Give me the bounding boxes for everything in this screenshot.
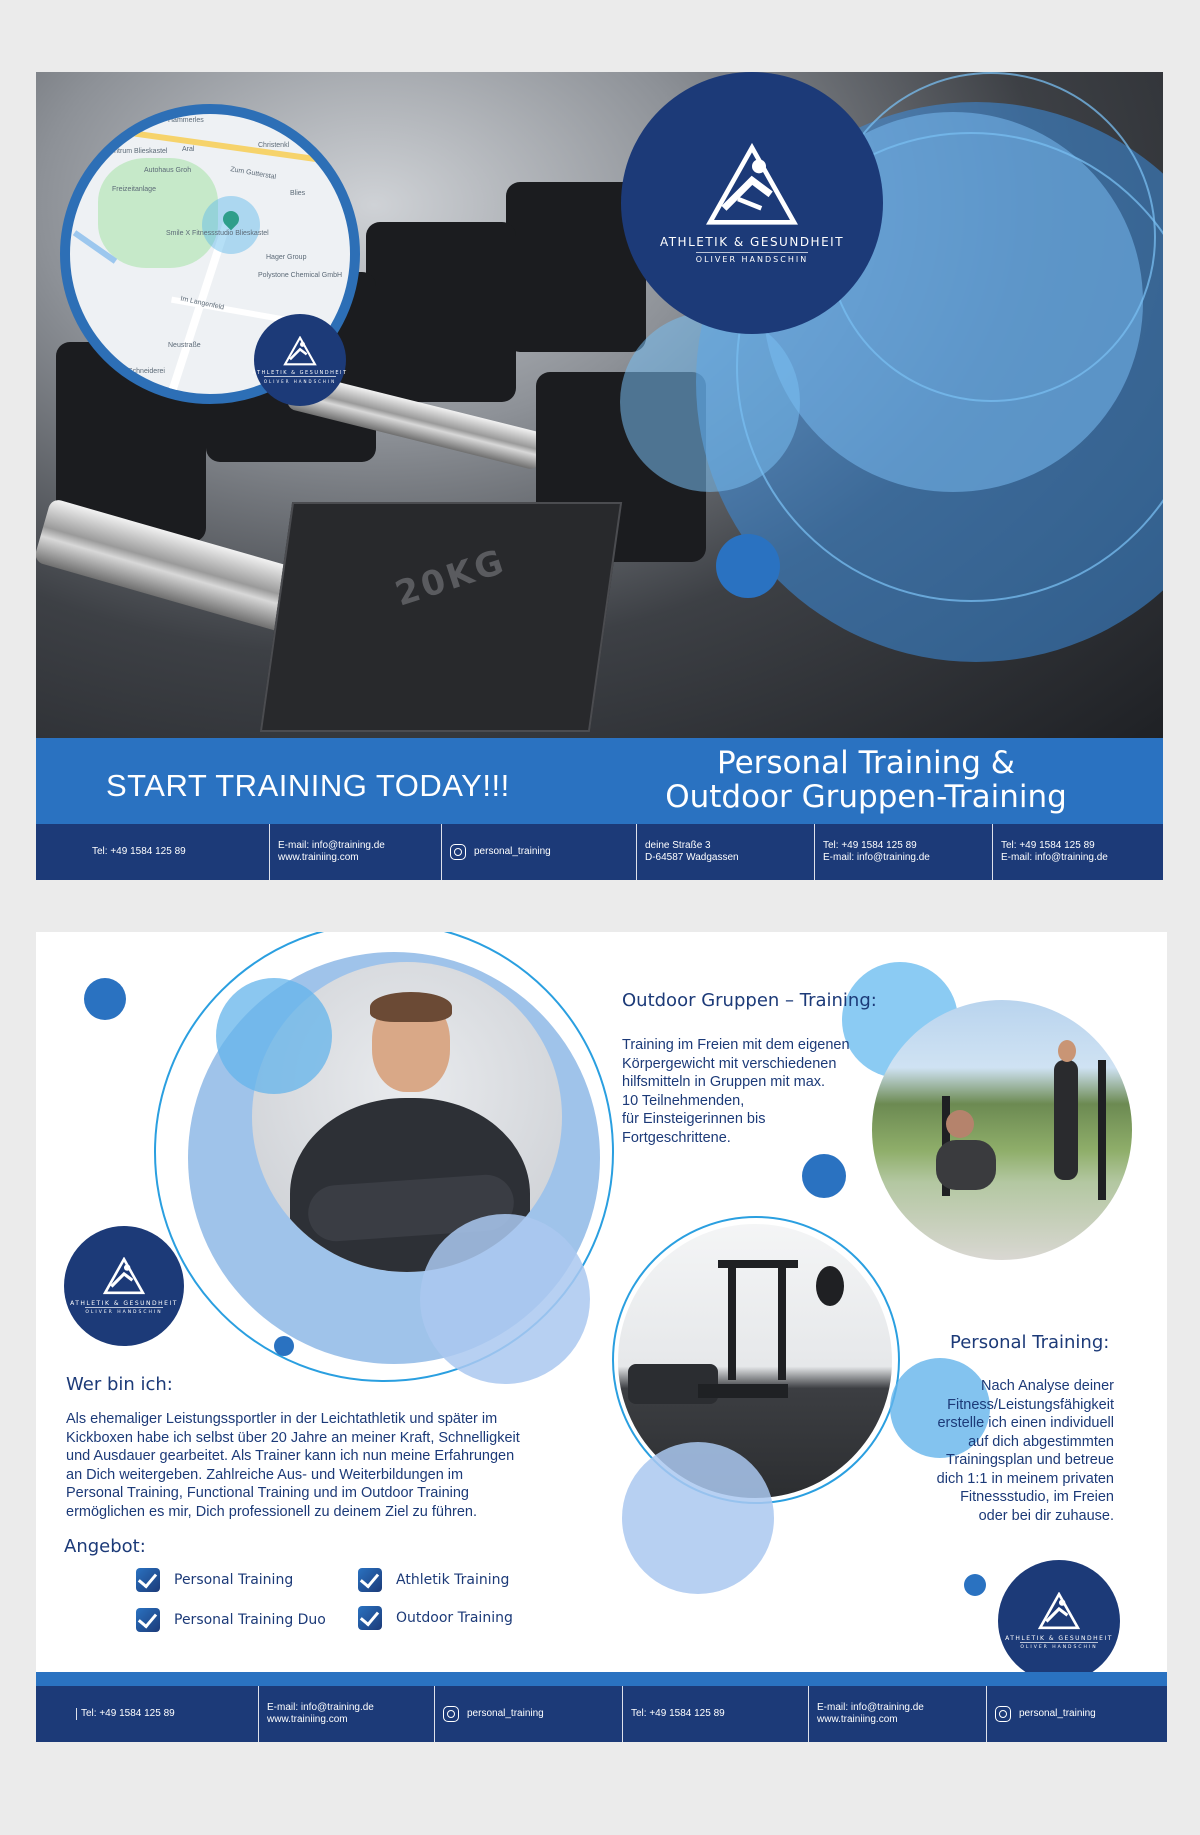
instagram-handle: personal_training: [467, 1708, 544, 1719]
logo-title: ATHLETIK & GESUNDHEIT: [659, 234, 845, 249]
footer-contact[interactable]: [992, 824, 1163, 880]
map-label: Blies: [290, 190, 306, 197]
logo-subtitle: OLIVER HANDSCHIN: [264, 376, 336, 384]
footer-phone[interactable]: [36, 824, 269, 880]
offer-item: [136, 1568, 293, 1592]
outdoor-training-text: Training im Freien mit dem eigenen Körpergewicht mit verschiedenen hilfsmitteln in Gruppen mit max. 10 Teilnehmenden, für Einsteigerinnen bis Fortgeschrittene.: [622, 1037, 850, 1146]
decor-bubble: [216, 978, 332, 1094]
map-label: Im Langenfeld: [179, 295, 225, 312]
instagram-handle: personal_training: [474, 846, 551, 857]
athlete-triangle-icon: [704, 143, 800, 227]
offer-item: [136, 1608, 326, 1632]
athlete-triangle-icon: [283, 336, 317, 366]
offer-label: Athletik Training: [396, 1572, 510, 1588]
address-street: deine Straße 3: [645, 840, 711, 851]
footer-instagram[interactable]: [986, 1686, 1167, 1742]
logo-title: ATHLETIK & GESUNDHEIT: [70, 1300, 178, 1307]
post: [1098, 1060, 1106, 1200]
map-label: Hammerles: [168, 117, 204, 124]
rack-post: [778, 1260, 786, 1380]
map-label: Aral: [182, 146, 195, 153]
footer-email-web[interactable]: [808, 1686, 986, 1742]
personal-training-heading: Personal Training:: [950, 1332, 1110, 1353]
decor-dot: [802, 1154, 846, 1198]
footer-address: [636, 824, 814, 880]
instagram-icon: [450, 844, 466, 860]
offer-item: [358, 1606, 513, 1630]
footer-accent-stripe: [36, 1672, 1167, 1686]
logo-title: ATHLETIK & GESUNDHEIT: [252, 370, 348, 376]
decor-bubble: [420, 1214, 590, 1384]
phone-text: Tel: +49 1584 125 89: [1001, 840, 1095, 851]
offer-heading: Angebot:: [64, 1536, 146, 1557]
website-text: www.trainiing.com: [278, 852, 359, 863]
logo-title: ATHLETIK & GESUNDHEIT: [1005, 1635, 1113, 1642]
about-text: Als ehemaliger Leistungssportler in der Leichtathletik und später im Kickboxen habe ich selbst über 20 Jahre an meiner Kraft, Schnelligkeit und Ausdauer gearbeitet. Als Trainer kann ich nun meine Erfahrungen an Dich weitergeben. Zahlreiche Aus- und Weiterbildungen im Personal Training, Functional Training und im Outdoor Training ermöglichen es mir, Dich professionell zu deinem Ziel zu führen.: [66, 1411, 520, 1520]
person-trainer-head: [1058, 1040, 1076, 1062]
logo-subtitle: OLIVER HANDSCHIN: [696, 252, 808, 264]
about-heading: Wer bin ich:: [66, 1374, 173, 1395]
dumbbell-head: [366, 222, 516, 402]
decor-dot: [964, 1574, 986, 1596]
services-title-line: Outdoor Gruppen-Training: [665, 779, 1067, 815]
check-icon: [136, 1568, 160, 1592]
decor-dot: [274, 1336, 294, 1356]
decor-bubble: [622, 1442, 774, 1594]
website-text: www.trainiing.com: [817, 1714, 898, 1725]
services-title: [636, 746, 1096, 814]
email-text: E-mail: info@training.de: [817, 1702, 924, 1713]
check-icon: [358, 1568, 382, 1592]
instagram-handle: personal_training: [1019, 1708, 1096, 1719]
offer-label: Outdoor Training: [396, 1610, 513, 1626]
phone-text: Tel: +49 1584 125 89: [823, 840, 917, 851]
contact-footer: [36, 1686, 1167, 1742]
brand-logo-small: [64, 1226, 184, 1346]
offer-item: [358, 1568, 509, 1592]
instagram-icon: [443, 1706, 459, 1722]
brand-logo-large: [621, 72, 883, 334]
brand-logo-small: [254, 314, 346, 406]
footer-email-web[interactable]: [269, 824, 441, 880]
services-title-line: Personal Training &: [717, 745, 1015, 781]
personal-training-text: Nach Analyse deiner Fitness/Leistungsfähigkeit erstelle ich einen individuell auf dich abgestimmten Trainingsplan und betreue dich 1:1 in meinem privaten Fitnessstudio, im Freien oder bei dir zuhause.: [936, 1378, 1114, 1524]
athlete-triangle-icon: [1038, 1592, 1080, 1630]
footer-email-web[interactable]: [258, 1686, 434, 1742]
athlete-triangle-icon: [103, 1257, 145, 1295]
start-training-title: START TRAINING TODAY!!!: [106, 768, 510, 803]
decor-dot: [84, 978, 126, 1020]
email-text: E-mail: info@training.de: [278, 840, 385, 851]
offer-label: Personal Training Duo: [174, 1612, 326, 1628]
person-squat-head: [946, 1110, 974, 1138]
map-label: Christenkl: [258, 142, 290, 149]
footer-phone[interactable]: [36, 1686, 258, 1742]
decor-bubble: [620, 312, 800, 492]
outdoor-training-heading: Outdoor Gruppen – Training:: [622, 990, 877, 1011]
instagram-icon: [995, 1706, 1011, 1722]
website-text: www.trainiing.com: [267, 1714, 348, 1725]
map-label: Zum Gutterstal: [229, 166, 277, 181]
phone-text: Tel: +49 1584 125 89: [631, 1708, 725, 1719]
flyer-back-page: [36, 932, 1167, 1742]
map-label: Autohaus Groh: [144, 167, 192, 174]
person-squat: [936, 1140, 996, 1190]
map-label: Zentrum Blieskastel: [106, 148, 168, 155]
map-label: Hager Group: [266, 254, 307, 261]
email-text: E-mail: info@training.de: [267, 1702, 374, 1713]
footer-contact[interactable]: [814, 824, 992, 880]
map-label: Freizeitanlage: [112, 186, 156, 193]
rack-beam: [718, 1260, 798, 1268]
footer-phone[interactable]: [622, 1686, 808, 1742]
map-label: Schneiderei: [128, 368, 165, 375]
contact-footer: [36, 824, 1163, 880]
brand-logo-small: [998, 1560, 1120, 1682]
logo-subtitle: OLIVER HANDSCHIN: [1020, 1642, 1097, 1650]
footer-instagram[interactable]: [434, 1686, 622, 1742]
person-trainer: [1054, 1060, 1078, 1180]
check-icon: [136, 1608, 160, 1632]
rack-post: [728, 1260, 736, 1380]
phone-text: Tel: +49 1584 125 89: [92, 846, 186, 857]
outdoor-group-photo: [872, 1000, 1132, 1260]
email-text: E-mail: info@training.de: [823, 852, 930, 863]
check-icon: [358, 1606, 382, 1630]
dumbbell-head-front: [260, 502, 622, 732]
decor-dot: [716, 534, 780, 598]
dumbbell-weight-label: 20KG: [390, 541, 511, 615]
punching-bag: [816, 1266, 844, 1306]
logo-subtitle: OLIVER HANDSCHIN: [85, 1307, 162, 1315]
map-label: Smile X Fitnessstudio Blieskastel: [166, 230, 269, 237]
bench: [698, 1384, 788, 1398]
footer-instagram[interactable]: [441, 824, 636, 880]
trainer-hair: [370, 992, 452, 1022]
address-city: D-64587 Wadgassen: [645, 852, 739, 863]
phone-text: Tel: +49 1584 125 89: [76, 1708, 175, 1720]
map-label: Polystone Chemical GmbH: [258, 272, 343, 279]
map-park: [98, 158, 218, 268]
map-label: Neustraße: [168, 342, 201, 349]
headline-band: [36, 738, 1163, 824]
flyer-front-page: [36, 72, 1163, 880]
offer-label: Personal Training: [174, 1572, 294, 1588]
email-text: E-mail: info@training.de: [1001, 852, 1108, 863]
